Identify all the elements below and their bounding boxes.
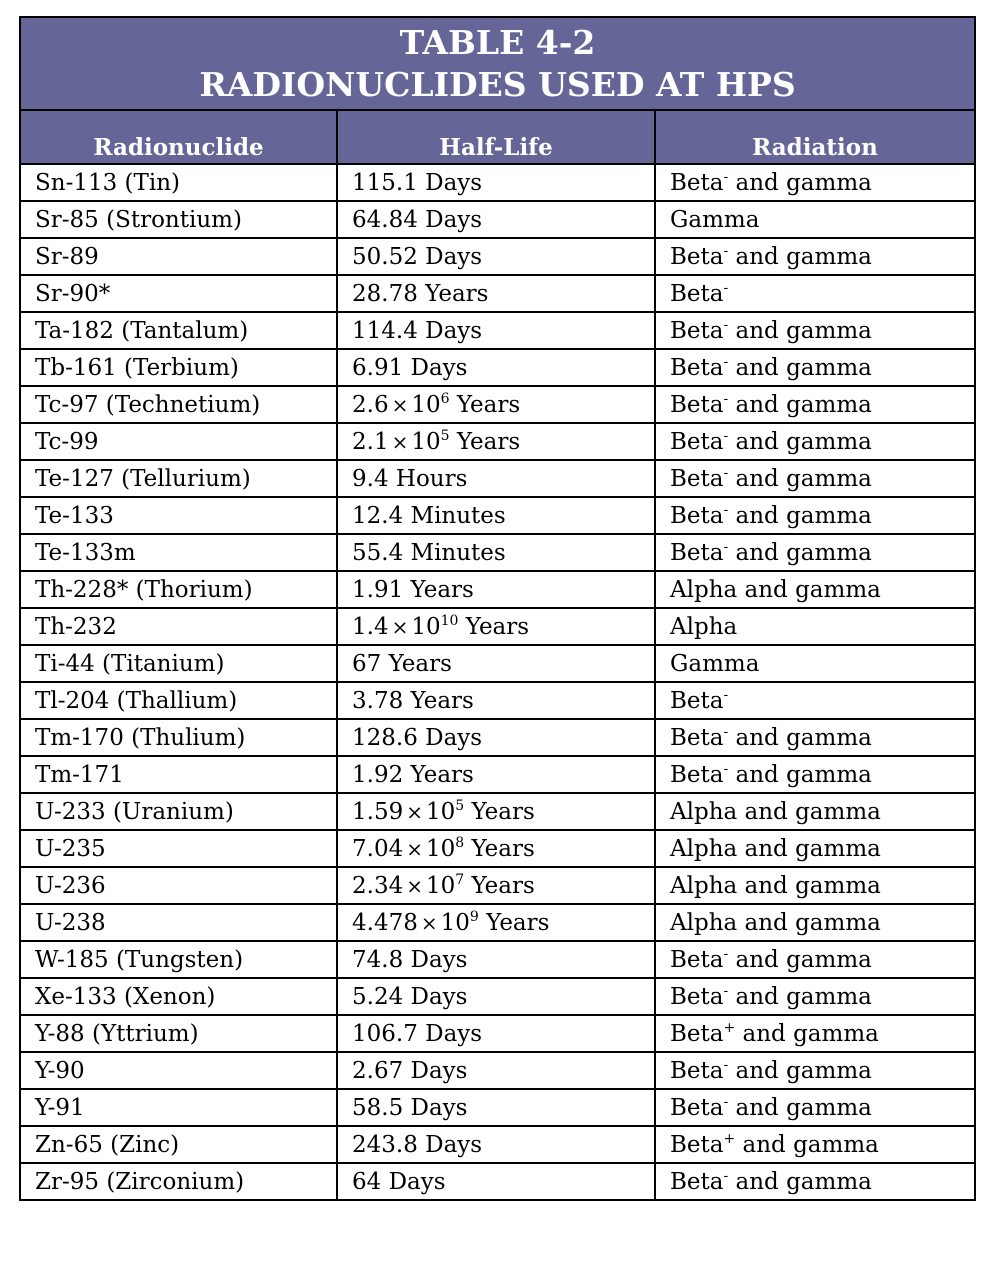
- multiplication-sign: ×: [391, 392, 409, 417]
- radiation-rest: and gamma: [728, 502, 872, 529]
- radiation-type: Alpha and gamma: [670, 835, 881, 862]
- beta-charge: -: [723, 501, 729, 518]
- radionuclide-cell: U-235: [20, 830, 337, 867]
- half-life-value: 74.8 Days: [352, 946, 468, 973]
- radionuclide-cell: Th-232: [20, 608, 337, 645]
- half-life-cell: [337, 349, 655, 386]
- beta-charge: -: [723, 945, 729, 962]
- radiation-cell: [655, 719, 975, 756]
- radionuclide-cell: Y-88 (Yttrium): [20, 1015, 337, 1052]
- radiation-cell: [655, 645, 975, 682]
- table-row: [20, 867, 975, 904]
- table-row: [20, 682, 975, 719]
- half-life-base: 10: [411, 613, 441, 640]
- beta-charge: -: [723, 686, 729, 703]
- radiation-type: Beta: [670, 724, 724, 751]
- table-row: [20, 571, 975, 608]
- beta-charge: -: [723, 760, 729, 777]
- half-life-cell: [337, 904, 655, 941]
- half-life-mantissa: 1.59: [352, 798, 404, 825]
- radiation-cell: [655, 830, 975, 867]
- radiation-cell: [655, 275, 975, 312]
- beta-charge: -: [723, 390, 729, 407]
- radionuclide-cell: Te-133: [20, 497, 337, 534]
- half-life-cell: [337, 534, 655, 571]
- column-header-radiation: Radiation: [655, 110, 975, 164]
- radiation-type: Alpha and gamma: [670, 909, 881, 936]
- half-life-unit: Years: [449, 391, 521, 418]
- radiation-type: Beta: [670, 983, 724, 1010]
- radiation-cell: [655, 793, 975, 830]
- radiation-type: Beta: [670, 761, 724, 788]
- half-life-value: 5.24 Days: [352, 983, 468, 1010]
- header-row: [20, 110, 975, 164]
- half-life-value: 3.78 Years: [352, 687, 474, 714]
- half-life-mantissa: 1.4: [352, 613, 389, 640]
- table-row: [20, 275, 975, 312]
- beta-charge: -: [723, 538, 729, 555]
- radiation-cell: [655, 164, 975, 201]
- beta-charge: -: [723, 982, 729, 999]
- half-life-unit: Years: [478, 909, 550, 936]
- radiation-rest: and gamma: [728, 317, 872, 344]
- radionuclide-cell: Th-228* (Thorium): [20, 571, 337, 608]
- half-life-base: 10: [425, 872, 456, 899]
- table-row: [20, 1163, 975, 1200]
- radiation-rest: and gamma: [728, 1094, 872, 1121]
- radiation-cell: [655, 534, 975, 571]
- radiation-type: Alpha and gamma: [670, 798, 881, 825]
- half-life-cell: [337, 941, 655, 978]
- radionuclide-cell: Sn-113 (Tin): [20, 164, 337, 201]
- table-row: [20, 904, 975, 941]
- radiation-type: Gamma: [670, 206, 760, 233]
- radionuclide-cell: W-185 (Tungsten): [20, 941, 337, 978]
- radiation-cell: [655, 1015, 975, 1052]
- radiation-rest: and gamma: [728, 761, 872, 788]
- radiation-cell: [655, 682, 975, 719]
- half-life-value: 114.4 Days: [352, 317, 483, 344]
- radionuclide-cell: Y-90: [20, 1052, 337, 1089]
- radiation-type: Beta: [670, 1131, 724, 1158]
- beta-charge: +: [723, 1130, 736, 1147]
- radiation-cell: [655, 386, 975, 423]
- multiplication-sign: ×: [406, 836, 423, 861]
- half-life-unit: Years: [464, 835, 535, 862]
- half-life-cell: [337, 1126, 655, 1163]
- table-number: TABLE 4-2: [399, 22, 596, 62]
- half-life-exponent: 5: [455, 797, 465, 814]
- half-life-cell: [337, 275, 655, 312]
- half-life-mantissa: 2.6: [352, 391, 389, 418]
- half-life-mantissa: 4.478: [352, 909, 418, 936]
- table-row: [20, 312, 975, 349]
- table-row: [20, 386, 975, 423]
- radiation-rest: and gamma: [728, 354, 872, 381]
- beta-charge: -: [723, 464, 729, 481]
- half-life-value: 67 Years: [352, 650, 452, 677]
- radionuclide-cell: Tc-99: [20, 423, 337, 460]
- radionuclide-cell: Tm-171: [20, 756, 337, 793]
- radiation-type: Beta: [670, 428, 724, 455]
- radionuclide-cell: Tl-204 (Thallium): [20, 682, 337, 719]
- radiation-type: Beta: [670, 502, 724, 529]
- radiation-type: Beta: [670, 280, 724, 307]
- radiation-cell: [655, 201, 975, 238]
- half-life-exponent: 8: [455, 834, 465, 851]
- half-life-cell: [337, 756, 655, 793]
- radionuclide-cell: Xe-133 (Xenon): [20, 978, 337, 1015]
- table-caption: RADIONUCLIDES USED AT HPS: [199, 64, 796, 104]
- radiation-cell: [655, 349, 975, 386]
- radionuclide-cell: Tb-161 (Terbium): [20, 349, 337, 386]
- half-life-value: 9.4 Hours: [352, 465, 468, 492]
- half-life-value: 12.4 Minutes: [352, 502, 506, 529]
- table-row: [20, 201, 975, 238]
- radiation-cell: [655, 497, 975, 534]
- radiation-rest: and gamma: [735, 1131, 879, 1158]
- radiation-cell: [655, 867, 975, 904]
- table-row: [20, 978, 975, 1015]
- half-life-value: 1.92 Years: [352, 761, 474, 788]
- half-life-cell: [337, 1089, 655, 1126]
- radiation-cell: [655, 571, 975, 608]
- radiation-type: Alpha and gamma: [670, 872, 881, 899]
- half-life-value: 64 Days: [352, 1168, 446, 1195]
- table-row: [20, 1052, 975, 1089]
- table-row: [20, 830, 975, 867]
- radiation-rest: and gamma: [728, 465, 872, 492]
- radiation-type: Beta: [670, 1020, 724, 1047]
- half-life-cell: [337, 682, 655, 719]
- table-container: [19, 16, 974, 1201]
- half-life-unit: Years: [464, 798, 535, 825]
- table-row: [20, 1015, 975, 1052]
- radionuclide-cell: U-233 (Uranium): [20, 793, 337, 830]
- half-life-base: 10: [411, 428, 441, 455]
- table-row: [20, 349, 975, 386]
- multiplication-sign: ×: [391, 429, 409, 454]
- radiation-cell: [655, 460, 975, 497]
- radiation-rest: and gamma: [728, 1057, 872, 1084]
- half-life-cell: [337, 460, 655, 497]
- half-life-value: 106.7 Days: [352, 1020, 483, 1047]
- multiplication-sign: ×: [406, 873, 423, 898]
- radionuclide-cell: U-236: [20, 867, 337, 904]
- half-life-cell: [337, 497, 655, 534]
- half-life-cell: [337, 571, 655, 608]
- table-title: [20, 17, 975, 110]
- half-life-cell: [337, 830, 655, 867]
- table-row: [20, 534, 975, 571]
- radiation-rest: and gamma: [728, 243, 872, 270]
- half-life-base: 10: [440, 909, 470, 936]
- radiation-rest: and gamma: [728, 391, 872, 418]
- table-row: [20, 645, 975, 682]
- half-life-mantissa: 2.34: [352, 872, 404, 899]
- radionuclide-cell: Tc-97 (Technetium): [20, 386, 337, 423]
- radionuclides-table: [19, 16, 976, 1201]
- radiation-type: Beta: [670, 391, 724, 418]
- radiation-cell: [655, 238, 975, 275]
- half-life-exponent: 6: [440, 390, 450, 407]
- beta-charge: -: [723, 242, 729, 259]
- radionuclide-cell: Ti-44 (Titanium): [20, 645, 337, 682]
- radiation-type: Alpha: [670, 613, 738, 640]
- column-header-radionuclide: Radionuclide: [20, 110, 337, 164]
- table-row: [20, 756, 975, 793]
- radiation-type: Beta: [670, 243, 724, 270]
- half-life-cell: [337, 312, 655, 349]
- radiation-cell: [655, 978, 975, 1015]
- beta-charge: -: [723, 316, 729, 333]
- half-life-exponent: 7: [455, 871, 465, 888]
- half-life-mantissa: 2.1: [352, 428, 389, 455]
- radiation-rest: and gamma: [728, 428, 872, 455]
- radiation-rest: and gamma: [735, 1020, 879, 1047]
- radiation-type: Beta: [670, 1094, 724, 1121]
- half-life-value: 6.91 Days: [352, 354, 468, 381]
- half-life-value: 58.5 Days: [352, 1094, 468, 1121]
- half-life-cell: [337, 719, 655, 756]
- multiplication-sign: ×: [420, 910, 438, 935]
- beta-charge: -: [723, 1093, 729, 1110]
- half-life-base: 10: [411, 391, 441, 418]
- half-life-cell: [337, 645, 655, 682]
- half-life-base: 10: [425, 835, 456, 862]
- table-row: [20, 164, 975, 201]
- half-life-value: 55.4 Minutes: [352, 539, 506, 566]
- multiplication-sign: ×: [391, 614, 409, 639]
- radiation-type: Alpha and gamma: [670, 576, 881, 603]
- radiation-type: Beta: [670, 539, 724, 566]
- half-life-cell: [337, 867, 655, 904]
- half-life-cell: [337, 238, 655, 275]
- half-life-unit: Years: [458, 613, 530, 640]
- radiation-type: Beta: [670, 317, 724, 344]
- radiation-type: Beta: [670, 1057, 724, 1084]
- radionuclide-cell: Sr-90*: [20, 275, 337, 312]
- multiplication-sign: ×: [406, 799, 423, 824]
- radiation-rest: and gamma: [728, 1168, 872, 1195]
- radiation-type: Gamma: [670, 650, 760, 677]
- half-life-value: 128.6 Days: [352, 724, 483, 751]
- radionuclide-cell: Y-91: [20, 1089, 337, 1126]
- half-life-cell: [337, 608, 655, 645]
- radiation-type: Beta: [670, 169, 724, 196]
- half-life-cell: [337, 386, 655, 423]
- half-life-cell: [337, 1015, 655, 1052]
- half-life-value: 2.67 Days: [352, 1057, 468, 1084]
- half-life-cell: [337, 793, 655, 830]
- radionuclide-cell: Te-127 (Tellurium): [20, 460, 337, 497]
- half-life-exponent: 10: [440, 612, 459, 629]
- half-life-cell: [337, 978, 655, 1015]
- beta-charge: +: [723, 1019, 736, 1036]
- half-life-base: 10: [425, 798, 456, 825]
- half-life-value: 1.91 Years: [352, 576, 474, 603]
- radionuclide-cell: Te-133m: [20, 534, 337, 571]
- radionuclide-cell: Sr-85 (Strontium): [20, 201, 337, 238]
- radionuclide-cell: Sr-89: [20, 238, 337, 275]
- half-life-unit: Years: [449, 428, 521, 455]
- table-row: [20, 719, 975, 756]
- radiation-type: Beta: [670, 465, 724, 492]
- half-life-cell: [337, 1052, 655, 1089]
- radiation-rest: and gamma: [728, 983, 872, 1010]
- half-life-cell: [337, 1163, 655, 1200]
- radiation-cell: [655, 904, 975, 941]
- half-life-mantissa: 7.04: [352, 835, 404, 862]
- half-life-value: 28.78 Years: [352, 280, 489, 307]
- table-row: [20, 1126, 975, 1163]
- table-row: [20, 1089, 975, 1126]
- radiation-cell: [655, 1089, 975, 1126]
- radiation-cell: [655, 941, 975, 978]
- half-life-cell: [337, 164, 655, 201]
- radiation-type: Beta: [670, 946, 724, 973]
- radiation-cell: [655, 1052, 975, 1089]
- table-row: [20, 460, 975, 497]
- table-row: [20, 608, 975, 645]
- radionuclide-cell: Tm-170 (Thulium): [20, 719, 337, 756]
- table-row: [20, 497, 975, 534]
- radiation-rest: and gamma: [728, 946, 872, 973]
- table-row: [20, 423, 975, 460]
- radionuclide-cell: Zn-65 (Zinc): [20, 1126, 337, 1163]
- beta-charge: -: [723, 427, 729, 444]
- half-life-cell: [337, 423, 655, 460]
- half-life-cell: [337, 201, 655, 238]
- beta-charge: -: [723, 353, 729, 370]
- radiation-cell: [655, 312, 975, 349]
- column-header-half-life: Half-Life: [337, 110, 655, 164]
- table-row: [20, 793, 975, 830]
- radiation-type: Beta: [670, 1168, 724, 1195]
- beta-charge: -: [723, 279, 729, 296]
- radiation-rest: and gamma: [728, 169, 872, 196]
- beta-charge: -: [723, 1167, 729, 1184]
- half-life-exponent: 9: [469, 908, 479, 925]
- half-life-value: 64.84 Days: [352, 206, 483, 233]
- beta-charge: -: [723, 168, 729, 185]
- radiation-type: Beta: [670, 354, 724, 381]
- radiation-cell: [655, 423, 975, 460]
- radiation-cell: [655, 756, 975, 793]
- table-body: [20, 164, 975, 1200]
- half-life-value: 50.52 Days: [352, 243, 483, 270]
- radiation-type: Beta: [670, 687, 724, 714]
- beta-charge: -: [723, 1056, 729, 1073]
- radiation-cell: [655, 608, 975, 645]
- table-row: [20, 941, 975, 978]
- half-life-unit: Years: [464, 872, 535, 899]
- radiation-cell: [655, 1163, 975, 1200]
- radiation-rest: and gamma: [728, 724, 872, 751]
- beta-charge: -: [723, 723, 729, 740]
- radiation-rest: and gamma: [728, 539, 872, 566]
- radionuclide-cell: Zr-95 (Zirconium): [20, 1163, 337, 1200]
- table-row: [20, 238, 975, 275]
- half-life-value: 243.8 Days: [352, 1131, 483, 1158]
- radiation-cell: [655, 1126, 975, 1163]
- half-life-exponent: 5: [440, 427, 450, 444]
- half-life-value: 115.1 Days: [352, 169, 483, 196]
- radionuclide-cell: U-238: [20, 904, 337, 941]
- radionuclide-cell: Ta-182 (Tantalum): [20, 312, 337, 349]
